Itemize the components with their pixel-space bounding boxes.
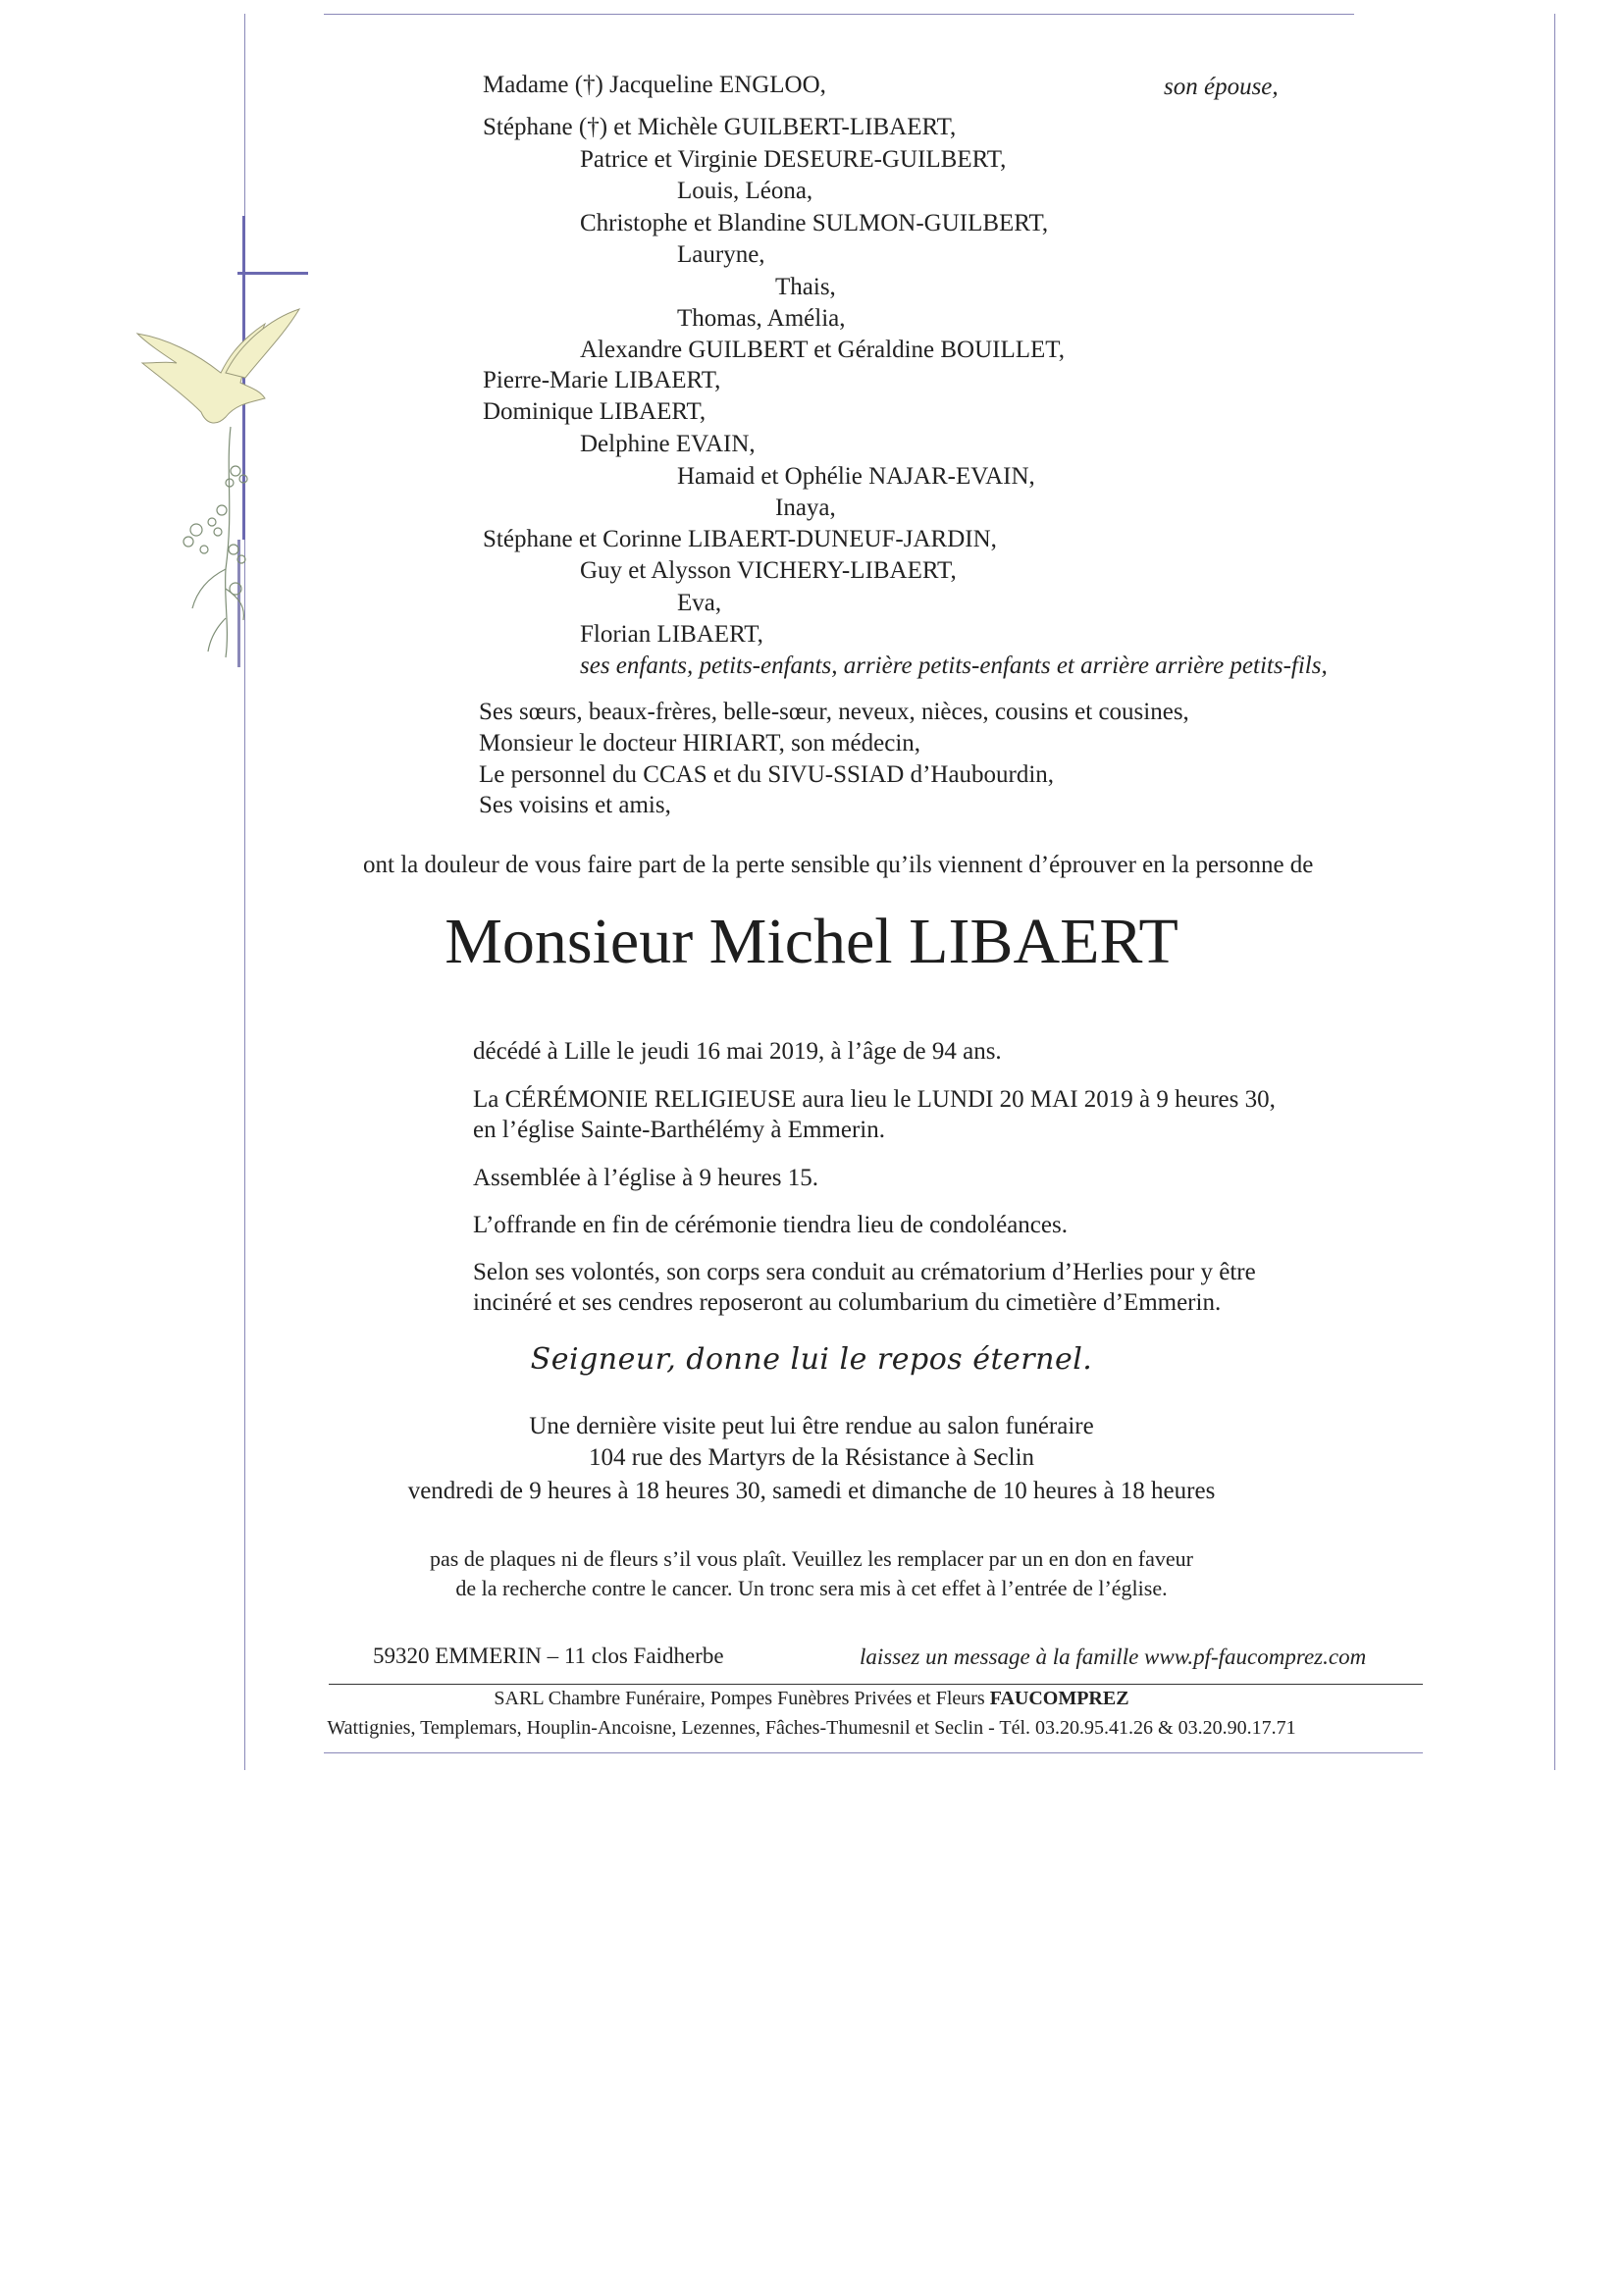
other-mourners: Monsieur le docteur HIRIART, son médecin, — [479, 730, 921, 757]
detail-line: en l’église Sainte-Barthélémy à Emmerin. — [473, 1117, 885, 1143]
visit-line: 104 rue des Martyrs de la Résistance à Seclin — [588, 1444, 1035, 1471]
family-member: Stéphane (†) et Michèle GUILBERT-LIBAERT, — [483, 114, 957, 140]
detail-line: L’offrande en fin de cérémonie tiendra lieu de condoléances. — [473, 1212, 1068, 1238]
family-member: Thais, — [775, 274, 836, 300]
cross-icon — [237, 216, 308, 667]
frame-bottom-border — [324, 1752, 1423, 1753]
family-member: Patrice et Virginie DESEURE-GUILBERT, — [580, 146, 1007, 173]
cross-dove-illustration — [128, 216, 314, 677]
visit-line: Une dernière visite peut lui être rendue au salon funéraire — [529, 1413, 1094, 1439]
frame-top-border — [324, 14, 1354, 15]
other-mourners: Le personnel du CCAS et du SIVU-SSIAD d’Haubourdin, — [479, 761, 1055, 788]
website-message: laissez un message à la famille www.pf-faucomprez.com — [860, 1644, 1367, 1669]
family-member: Pierre-Marie LIBAERT, — [483, 367, 721, 393]
family-member: Christophe et Blandine SULMON-GUILBERT, — [580, 210, 1049, 236]
other-mourners: Ses sœurs, beaux-frères, belle-sœur, neveux, nièces, cousins et cousines, — [479, 699, 1189, 725]
spouse-name: Madame (†) Jacqueline ENGLOO, — [483, 72, 826, 98]
other-mourners: Ses voisins et amis, — [479, 792, 671, 818]
prayer-text: Seigneur, donne lui le repos éternel. — [530, 1342, 1093, 1377]
family-member: Delphine EVAIN, — [580, 431, 756, 457]
flowers-notice: pas de plaques ni de fleurs s’il vous plaît. Veuillez les remplacer par un en don en faveur — [430, 1546, 1193, 1571]
family-member: Guy et Alysson VICHERY-LIBAERT, — [580, 557, 957, 584]
family-member: Inaya, — [775, 495, 836, 521]
dove-icon — [137, 309, 299, 423]
family-member: Alexandre GUILBERT et Géraldine BOUILLET, — [580, 337, 1065, 363]
deceased-name: Monsieur Michel LIBAERT — [445, 906, 1178, 977]
family-member: Stéphane et Corinne LIBAERT-DUNEUF-JARDIN, — [483, 526, 997, 552]
detail-line: Assemblée à l’église à 9 heures 15. — [473, 1165, 818, 1191]
detail-line: La CÉRÉMONIE RELIGIEUSE aura lieu le LUNDI 20 MAI 2019 à 9 heures 30, — [473, 1086, 1276, 1113]
family-member: Lauryne, — [677, 241, 765, 268]
children-caption: ses enfants, petits-enfants, arrière petits-enfants et arrière arrière petits-fils, — [580, 652, 1328, 679]
announcement-text: ont la douleur de vous faire part de la perte sensible qu’ils viennent d’éprouver en la personne de — [363, 852, 1314, 878]
spouse-role: son épouse, — [1164, 74, 1279, 100]
family-address: 59320 EMMERIN – 11 clos Faidherbe — [373, 1644, 724, 1668]
company-locations: Wattignies, Templemars, Houplin-Ancoisne, Lezennes, Fâches-Thumesnil et Seclin - Tél. 03.20.95.41.26 & 03.20.90.17.71 — [327, 1717, 1296, 1739]
detail-line: incinéré et ses cendres reposeront au columbarium du cimetière d’Emmerin. — [473, 1289, 1222, 1316]
detail-line: décédé à Lille le jeudi 16 mai 2019, à l’âge de 94 ans. — [473, 1038, 1002, 1065]
family-member: Louis, Léona, — [677, 178, 813, 204]
family-member: Thomas, Amélia, — [677, 305, 846, 332]
company-prefix: SARL Chambre Funéraire, Pompes Funèbres Privées et Fleurs — [494, 1688, 990, 1709]
visit-line: vendredi de 9 heures à 18 heures 30, samedi et dimanche de 10 heures à 18 heures — [407, 1478, 1216, 1504]
family-member: Hamaid et Ophélie NAJAR-EVAIN, — [677, 463, 1035, 490]
flowers-notice: de la recherche contre le cancer. Un tronc sera mis à cet effet à l’entrée de l’église. — [455, 1576, 1168, 1600]
family-member: Dominique LIBAERT, — [483, 398, 707, 425]
company-line — [0, 1686, 1623, 1711]
footer-rule — [329, 1684, 1423, 1685]
family-member: Florian LIBAERT, — [580, 621, 763, 648]
detail-line: Selon ses volontés, son corps sera conduit au crématorium d’Herlies pour y être — [473, 1259, 1256, 1285]
company-name: FAUCOMPREZ — [989, 1688, 1129, 1709]
family-member: Eva, — [677, 590, 722, 616]
